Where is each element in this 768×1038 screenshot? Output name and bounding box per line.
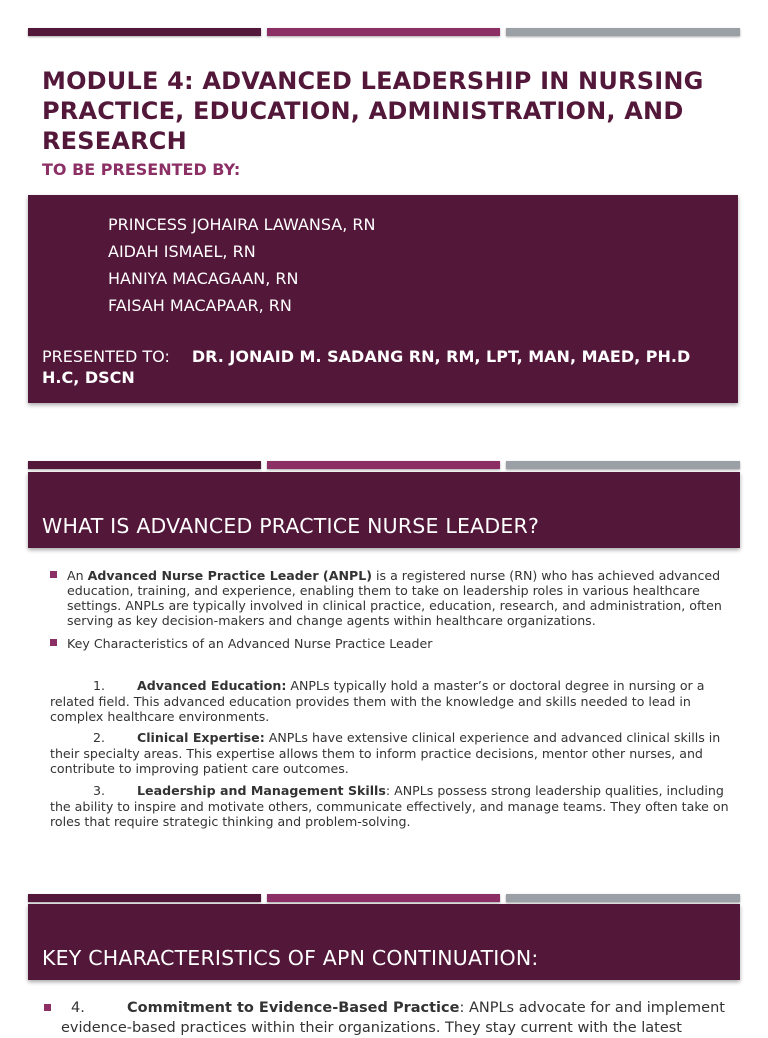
slide3-title-band <box>28 904 740 980</box>
bullet-square-icon <box>44 1004 51 1011</box>
anpl-definition-bullet <box>50 568 740 628</box>
presented-to-label: PRESENTED TO: <box>42 347 170 366</box>
slide2-title: WHAT IS ADVANCED PRACTICE NURSE LEADER? <box>42 514 540 538</box>
anpl-term: Advanced Nurse Practice Leader (ANPL) <box>87 568 372 583</box>
list-item-clinical-expertise: 2. Clinical Expertise: ANPLs have extensive clinical experience and advanced clinical skills in their specialty areas. This expertise allows them to inform practice decisions, mentor other nurses, and contribute to improving patient care outcomes. <box>50 730 721 776</box>
bullet-square-icon <box>50 639 57 646</box>
bullet-text: Key Characteristics of an Advanced Nurse Practice Leader <box>67 636 433 651</box>
accent-bar-plum <box>28 461 261 469</box>
list-item-leadership-skills: 3. Leadership and Management Skills: ANPLs possess strong leadership qualities, including the ability to inspire and motivate others, communicate effectively, and manage teams. They often take on roles that require strategic thinking and problem-solving. <box>50 783 729 829</box>
presenter-name: HANIYA MACAGAAN, RN <box>108 269 299 288</box>
accent-bar-gray <box>506 28 740 36</box>
accent-bar-gray <box>506 894 740 902</box>
bullet-text: An Advanced Nurse Practice Leader (ANPL) is a registered nurse (RN) who has achieved advanced education, training, and experience, enabling them to take on leadership roles in various healthcare settings. ANPLs are typically involved in clinical practice, education, research, and administration, often serving as key decision-makers and change agents within healthcare organizations. <box>67 568 722 628</box>
accent-bar-magenta <box>267 894 500 902</box>
slide2-title-band <box>28 472 740 548</box>
slide3-accent-bars <box>28 894 740 902</box>
slide1-title: MODULE 4: ADVANCED LEADERSHIP IN NURSING PRACTICE, EDUCATION, ADMINISTRATION, AND RESEARCH <box>42 67 704 155</box>
accent-bar-plum <box>28 894 261 902</box>
accent-bar-magenta <box>267 28 500 36</box>
list-item-advanced-education: 1. Advanced Education: ANPLs typically hold a master’s or doctoral degree in nursing or a related field. This advanced education provides them with the knowledge and skills needed to lead in complex healthcare environments. <box>50 678 705 724</box>
slide2-accent-bars <box>28 461 740 469</box>
presenters-panel <box>28 195 738 403</box>
presenter-list <box>108 211 376 319</box>
slide1-subtitle: TO BE PRESENTED BY: <box>42 160 241 179</box>
presenter-name: PRINCESS JOHAIRA LAWANSA, RN <box>108 215 376 234</box>
accent-bar-plum <box>28 28 261 36</box>
presenter-name: AIDAH ISMAEL, RN <box>108 242 256 261</box>
bullet-square-icon <box>50 571 57 578</box>
key-characteristics-bullet <box>50 636 740 651</box>
slide3-title: KEY CHARACTERISTICS OF APN CONTINUATION: <box>42 946 539 970</box>
presented-to-value: DR. JONAID M. SADANG RN, RM, LPT, MAN, MAED, PH.D H.C, DSCN <box>42 347 691 387</box>
presented-to-line <box>42 346 722 388</box>
accent-bar-magenta <box>267 461 500 469</box>
accent-bar-gray <box>506 461 740 469</box>
list-item-evidence-based-practice: 4. Commitment to Evidence-Based Practice: ANPLs advocate for and implement evidence-based practices within their organizations. They stay current with the latest <box>44 998 740 1038</box>
presenter-name: FAISAH MACAPAAR, RN <box>108 296 292 315</box>
slide1-accent-bars <box>28 28 740 36</box>
